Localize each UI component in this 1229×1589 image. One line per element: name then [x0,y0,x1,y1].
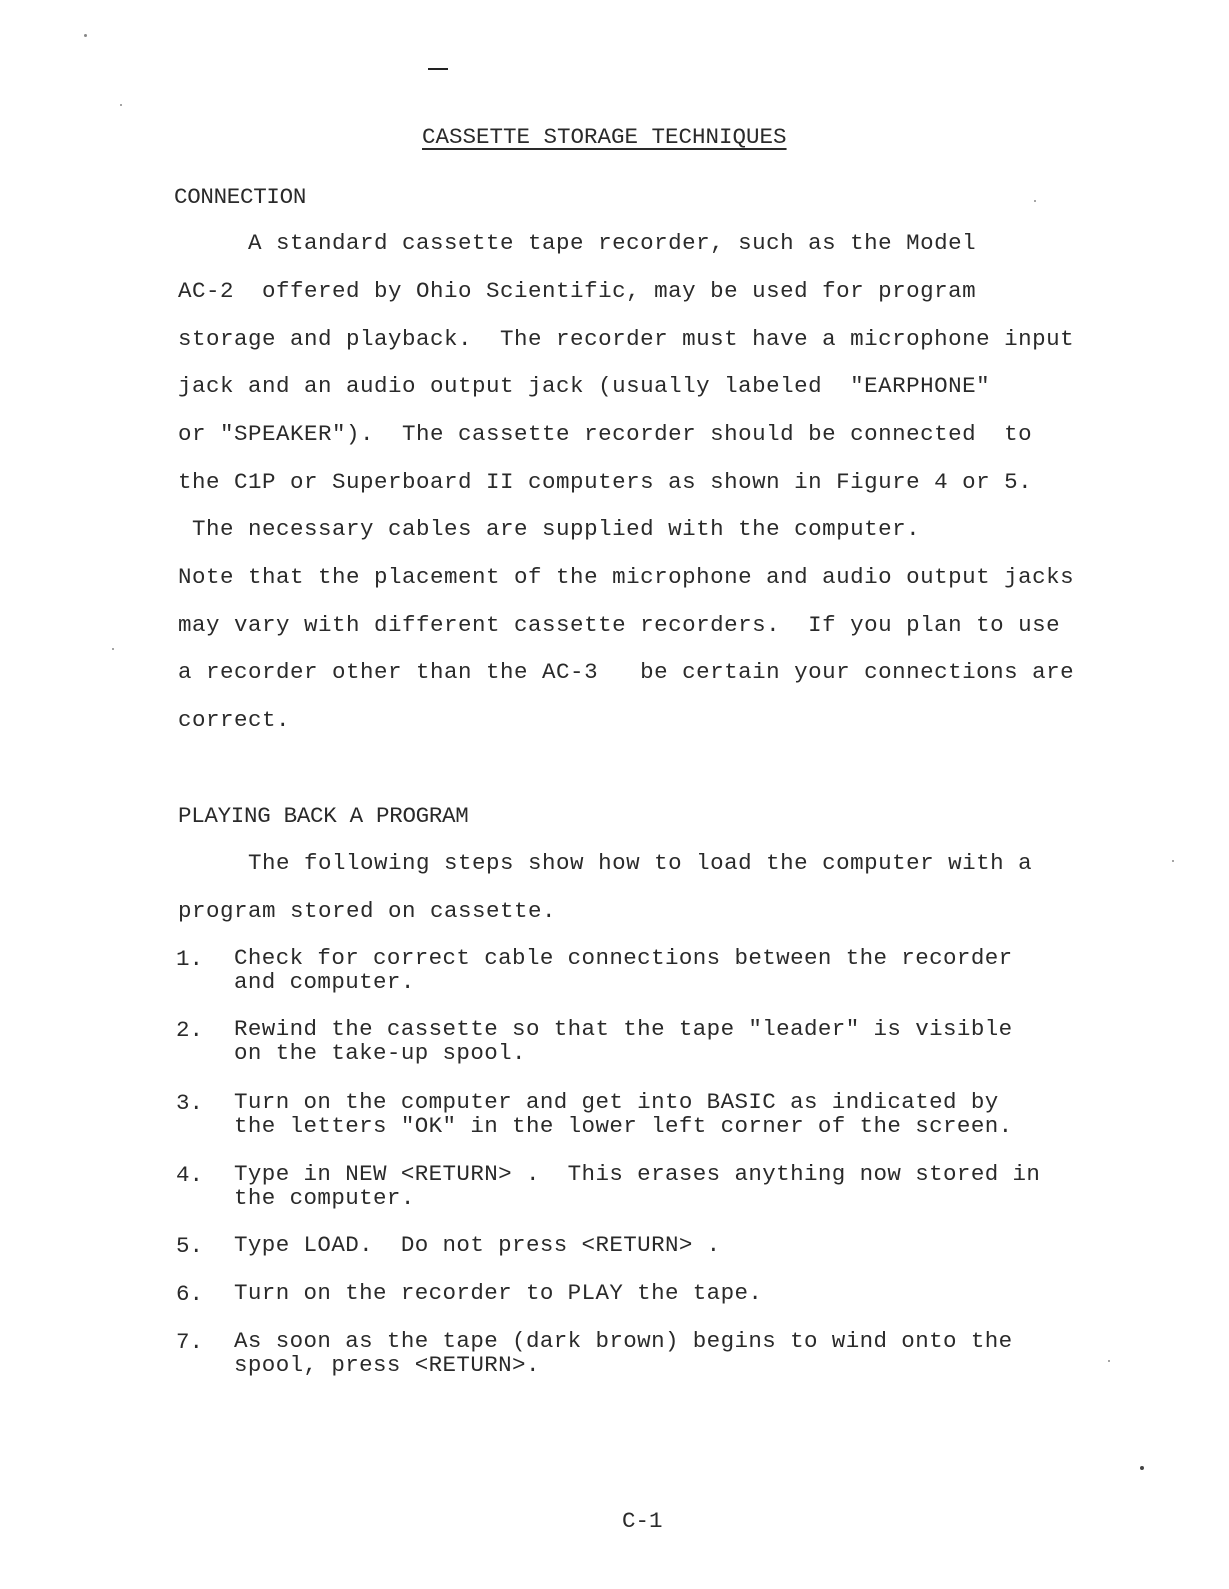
step-text: Type in NEW <RETURN> . This erases anything now stored in the computer. [234,1161,1041,1211]
connection-line-9: may vary with different cassette recorders. If you plan to use [178,612,1061,638]
step-text: Turn on the recorder to PLAY the tape. [234,1280,763,1306]
playback-line-1: The following steps show how to load the computer with a [178,850,1033,876]
scan-speck [120,104,122,106]
connection-line-1: A standard cassette tape recorder, such as the Model [178,230,977,256]
connection-line-8: Note that the placement of the microphone and audio output jacks [178,564,1075,590]
step-text: Check for correct cable connections between the recorder and computer. [234,945,1013,995]
step-text: As soon as the tape (dark brown) begins to wind onto the spool, press <RETURN>. [234,1328,1013,1378]
connection-line-3: storage and playback. The recorder must have a microphone input [178,326,1075,352]
step-number: 6. [176,1281,204,1307]
scan-speck [84,34,87,37]
connection-line-2: AC-2 offered by Ohio Scientific, may be used for program [178,278,977,304]
section-heading-connection: CONNECTION [174,184,307,210]
step-number: 1. [176,946,204,972]
connection-line-6: the C1P or Superboard II computers as shown in Figure 4 or 5. [178,469,1033,495]
connection-line-7: The necessary cables are supplied with the computer. [178,516,921,542]
scan-speck [1172,860,1174,862]
step-number: 2. [176,1017,204,1043]
step-text: Turn on the computer and get into BASIC as indicated by the letters "OK" in the lower left corner of the screen. [234,1089,1013,1139]
step-number: 5. [176,1233,204,1259]
document-title: CASSETTE STORAGE TECHNIQUES [422,124,787,150]
scan-speck [1140,1466,1144,1470]
connection-line-10: a recorder other than the AC-3 be certain your connections are [178,659,1075,685]
scan-speck [1034,200,1036,202]
connection-line-11: correct. [178,707,291,733]
page-top-mark [428,68,448,70]
step-number: 7. [176,1329,204,1355]
scan-speck [1108,1360,1110,1362]
connection-line-4: jack and an audio output jack (usually labeled "EARPHONE" [178,373,991,399]
step-text: Type LOAD. Do not press <RETURN> . [234,1232,721,1258]
connection-line-5: or "SPEAKER"). The cassette recorder should be connected to [178,421,1033,447]
scan-speck [112,648,114,650]
section-heading-playback: PLAYING BACK A PROGRAM [178,803,469,829]
playback-line-2: program stored on cassette. [178,898,557,924]
step-number: 4. [176,1162,204,1188]
step-text: Rewind the cassette so that the tape "leader" is visible on the take-up spool. [234,1016,1013,1066]
step-number: 3. [176,1090,204,1116]
page-number: C-1 [622,1508,663,1534]
